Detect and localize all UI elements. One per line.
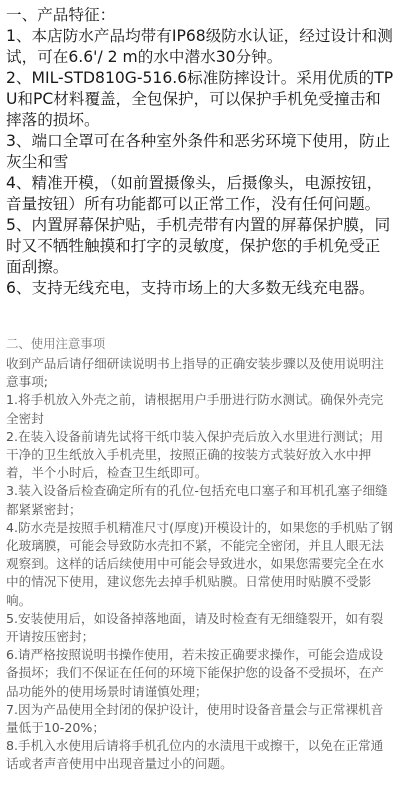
note-item-2: 2.在装入设备前请先试将干纸巾装入保护壳后放入水里进行测试；用干净的卫生纸放入手机壳里，按照正确的按装方式装好放入水中押着，半个小时后，检查卫生纸即可。	[6, 428, 384, 481]
feature-item-6: 6、支持无线充电，支持市场上的大多数无线充电器。	[6, 279, 375, 297]
feature-item-3: 3、端口全罩可在各种室外条件和恶劣环境下使用，防止灰尘和雪	[6, 132, 391, 171]
features-heading: 一、产品特征：	[6, 6, 116, 24]
note-item-6: 6.请严格按照说明书操作使用，若未按正确要求操作，可能会造成设备损坏；我们不保证在任何的环境下能保护您的设备不受损坏，在产品功能外的使用场景时请谨慎处理；	[6, 647, 384, 699]
notes-heading: 二、使用注意事项	[6, 336, 106, 351]
note-item-7: 7.因为产品使用全封闭的保护设计，使用时设备音量会与正常裸机音量低于10-20%；	[6, 701, 384, 736]
feature-item-4: 4、精准开模，（如前置摄像头，后摄像头，电源按钮，音量按钮）所有功能都可以正常工作，没有任何问题。	[6, 174, 383, 213]
notes-intro: 收到产品后请仔细研读说明书上指导的正确安装步骤以及使用说明注意事项;	[6, 356, 384, 390]
feature-item-5: 5、内置屏幕保护贴，手机壳带有内置的屏幕保护膜，同时又不牺牲触摸和打字的灵敏度，保护您的手机免受正面刮擦。	[6, 216, 391, 276]
note-item-3: 3.装入设备后检查确定所有的孔位-包括充电口塞子和耳机孔塞子细缝都紧紧密封；	[6, 483, 388, 517]
note-item-8: 8.手机入水使用后请将手机孔位内的水渍甩干或擦干，以免在正常通话或者声音使用中出现音量过小的问题。	[6, 738, 384, 772]
product-features-section	[6, 0, 394, 299]
usage-notes-section	[6, 335, 394, 774]
feature-item-1: 1、本店防水产品均带有IP68级防水认证，经过设计和测试，可在6.6'/ 2 m的水中潜水30分钟。	[6, 27, 393, 66]
note-item-1: 1.将手机放入外壳之前，请根据用户手册进行防水测试。确保外壳完全密封	[6, 392, 384, 426]
note-item-4: 4.防水壳是按照手机精准尺寸(厚度)开模设计的，如果您的手机贴了钢化玻璃膜，可能会导致防水壳扣不紧，不能完全密闭，并且人眼无法观察到。这样的话后续使用中可能会导致进水，如果您需要完全在水中的情况下使用，建议您先去掉手机贴膜。日常使用时贴膜不受影响。	[6, 519, 394, 608]
feature-item-2: 2、MIL-STD810G-516.6标准防摔设计。采用优质的TPU和PC材料覆盖，全包保护，可以保护手机免受撞击和摔落的损坏。	[6, 69, 394, 129]
note-item-5: 5.安装使用后，如设备掉落地面，请及时检查有无细缝裂开，如有裂开请按压密封；	[6, 610, 384, 645]
